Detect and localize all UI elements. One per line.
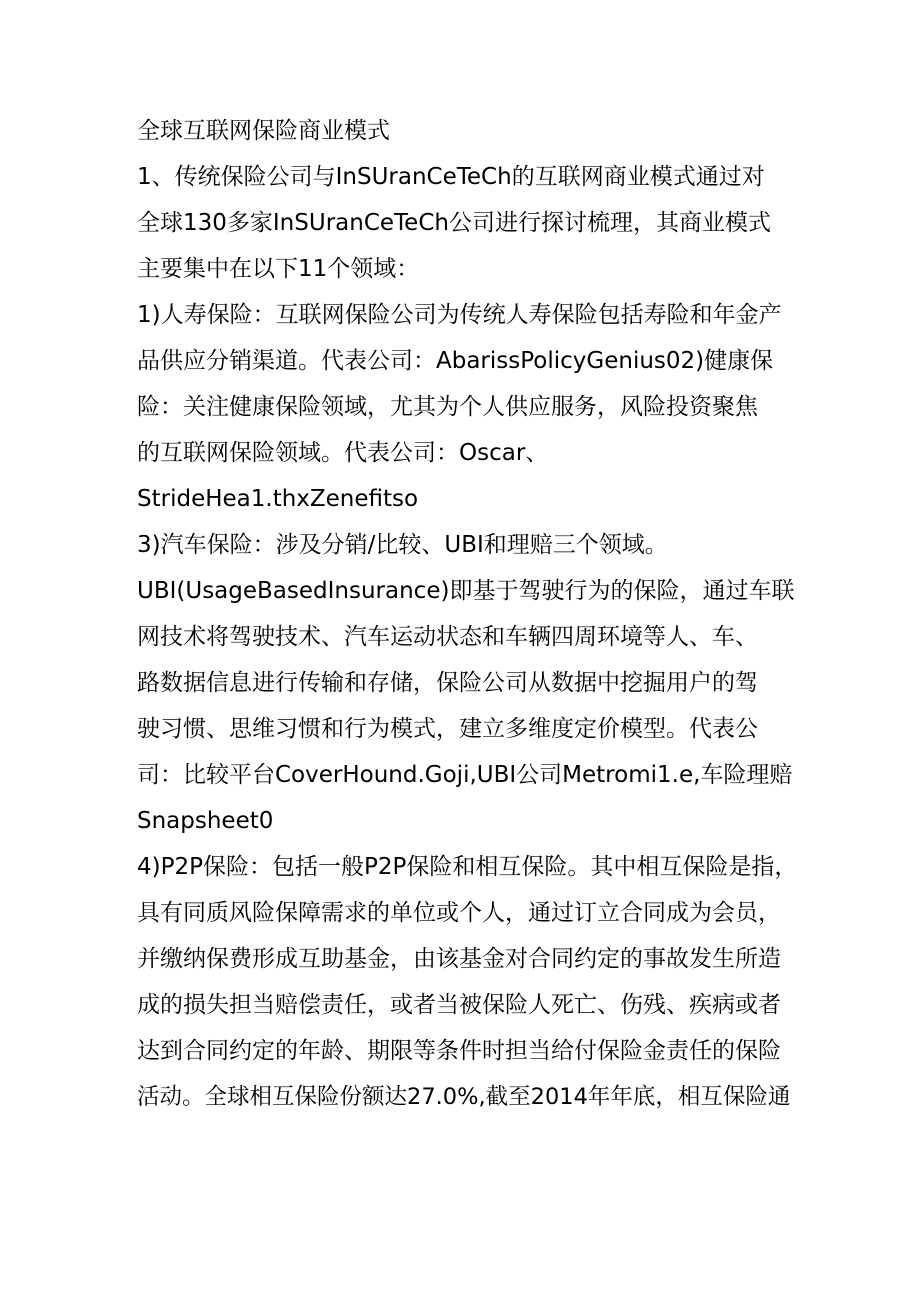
paragraph-line: 主要集中在以下11个领域： xyxy=(137,256,420,282)
paragraph-line: Snapsheet0 xyxy=(137,808,274,834)
paragraph-line: 品供应分销渠道。代表公司：AbarissPolicyGenius02)健康保 xyxy=(137,348,774,374)
paragraph-line: 的互联网保险领域。代表公司：Oscar、 xyxy=(137,440,549,466)
paragraph-line: 具有同质风险保障需求的单位或个人，通过订立合同成为会员， xyxy=(137,900,781,926)
paragraph-line: 网技术将驾驶技术、汽车运动状态和车辆四周环境等人、车、 xyxy=(137,624,758,650)
paragraph-line: 路数据信息进行传输和存储，保险公司从数据中挖掘用户的驾 xyxy=(137,670,758,696)
paragraph-line: StrideHea1.thxZenefitso xyxy=(137,486,419,512)
paragraph-line: 险：关注健康保险领域，尤其为个人供应服务，风险投资聚焦 xyxy=(137,394,758,420)
document-body xyxy=(137,108,797,1120)
paragraph-line: 1、传统保险公司与InSUranCeTeCh的互联网商业模式通过对 xyxy=(137,164,765,190)
document-title: 全球互联网保险商业模式 xyxy=(137,118,390,144)
paragraph-line: 驶习惯、思维习惯和行为模式，建立多维度定价模型。代表公 xyxy=(137,716,758,742)
paragraph-line: UBI(UsageBasedInsurance)即基于驾驶行为的保险，通过车联 xyxy=(137,578,795,604)
paragraph-line: 1)人寿保险：互联网保险公司为传统人寿保险包括寿险和年金产 xyxy=(137,302,782,328)
paragraph-line: 4)P2P保险：包括一般P2P保险和相互保险。其中相互保险是指， xyxy=(137,854,798,880)
paragraph-line: 达到合同约定的年龄、期限等条件时担当给付保险金责任的保险 xyxy=(137,1038,781,1064)
paragraph-line: 并缴纳保费形成互助基金，由该基金对合同约定的事故发生所造 xyxy=(137,946,781,972)
paragraph-line: 3)汽车保险：涉及分销/比较、UBI和理赔三个领域。 xyxy=(137,532,668,558)
paragraph-line: 司：比较平台CoverHound.Goji,UBI公司Metromi1.e,车险理赔 xyxy=(137,762,793,788)
paragraph-line: 成的损失担当赔偿责任，或者当被保险人死亡、伤残、疾病或者 xyxy=(137,992,781,1018)
paragraph-line: 活动。全球相互保险份额达27.0%,截至2014年年底，相互保险通 xyxy=(137,1084,791,1110)
paragraph-line: 全球130多家InSUranCeTeCh公司进行探讨梳理，其商业模式 xyxy=(137,210,771,236)
